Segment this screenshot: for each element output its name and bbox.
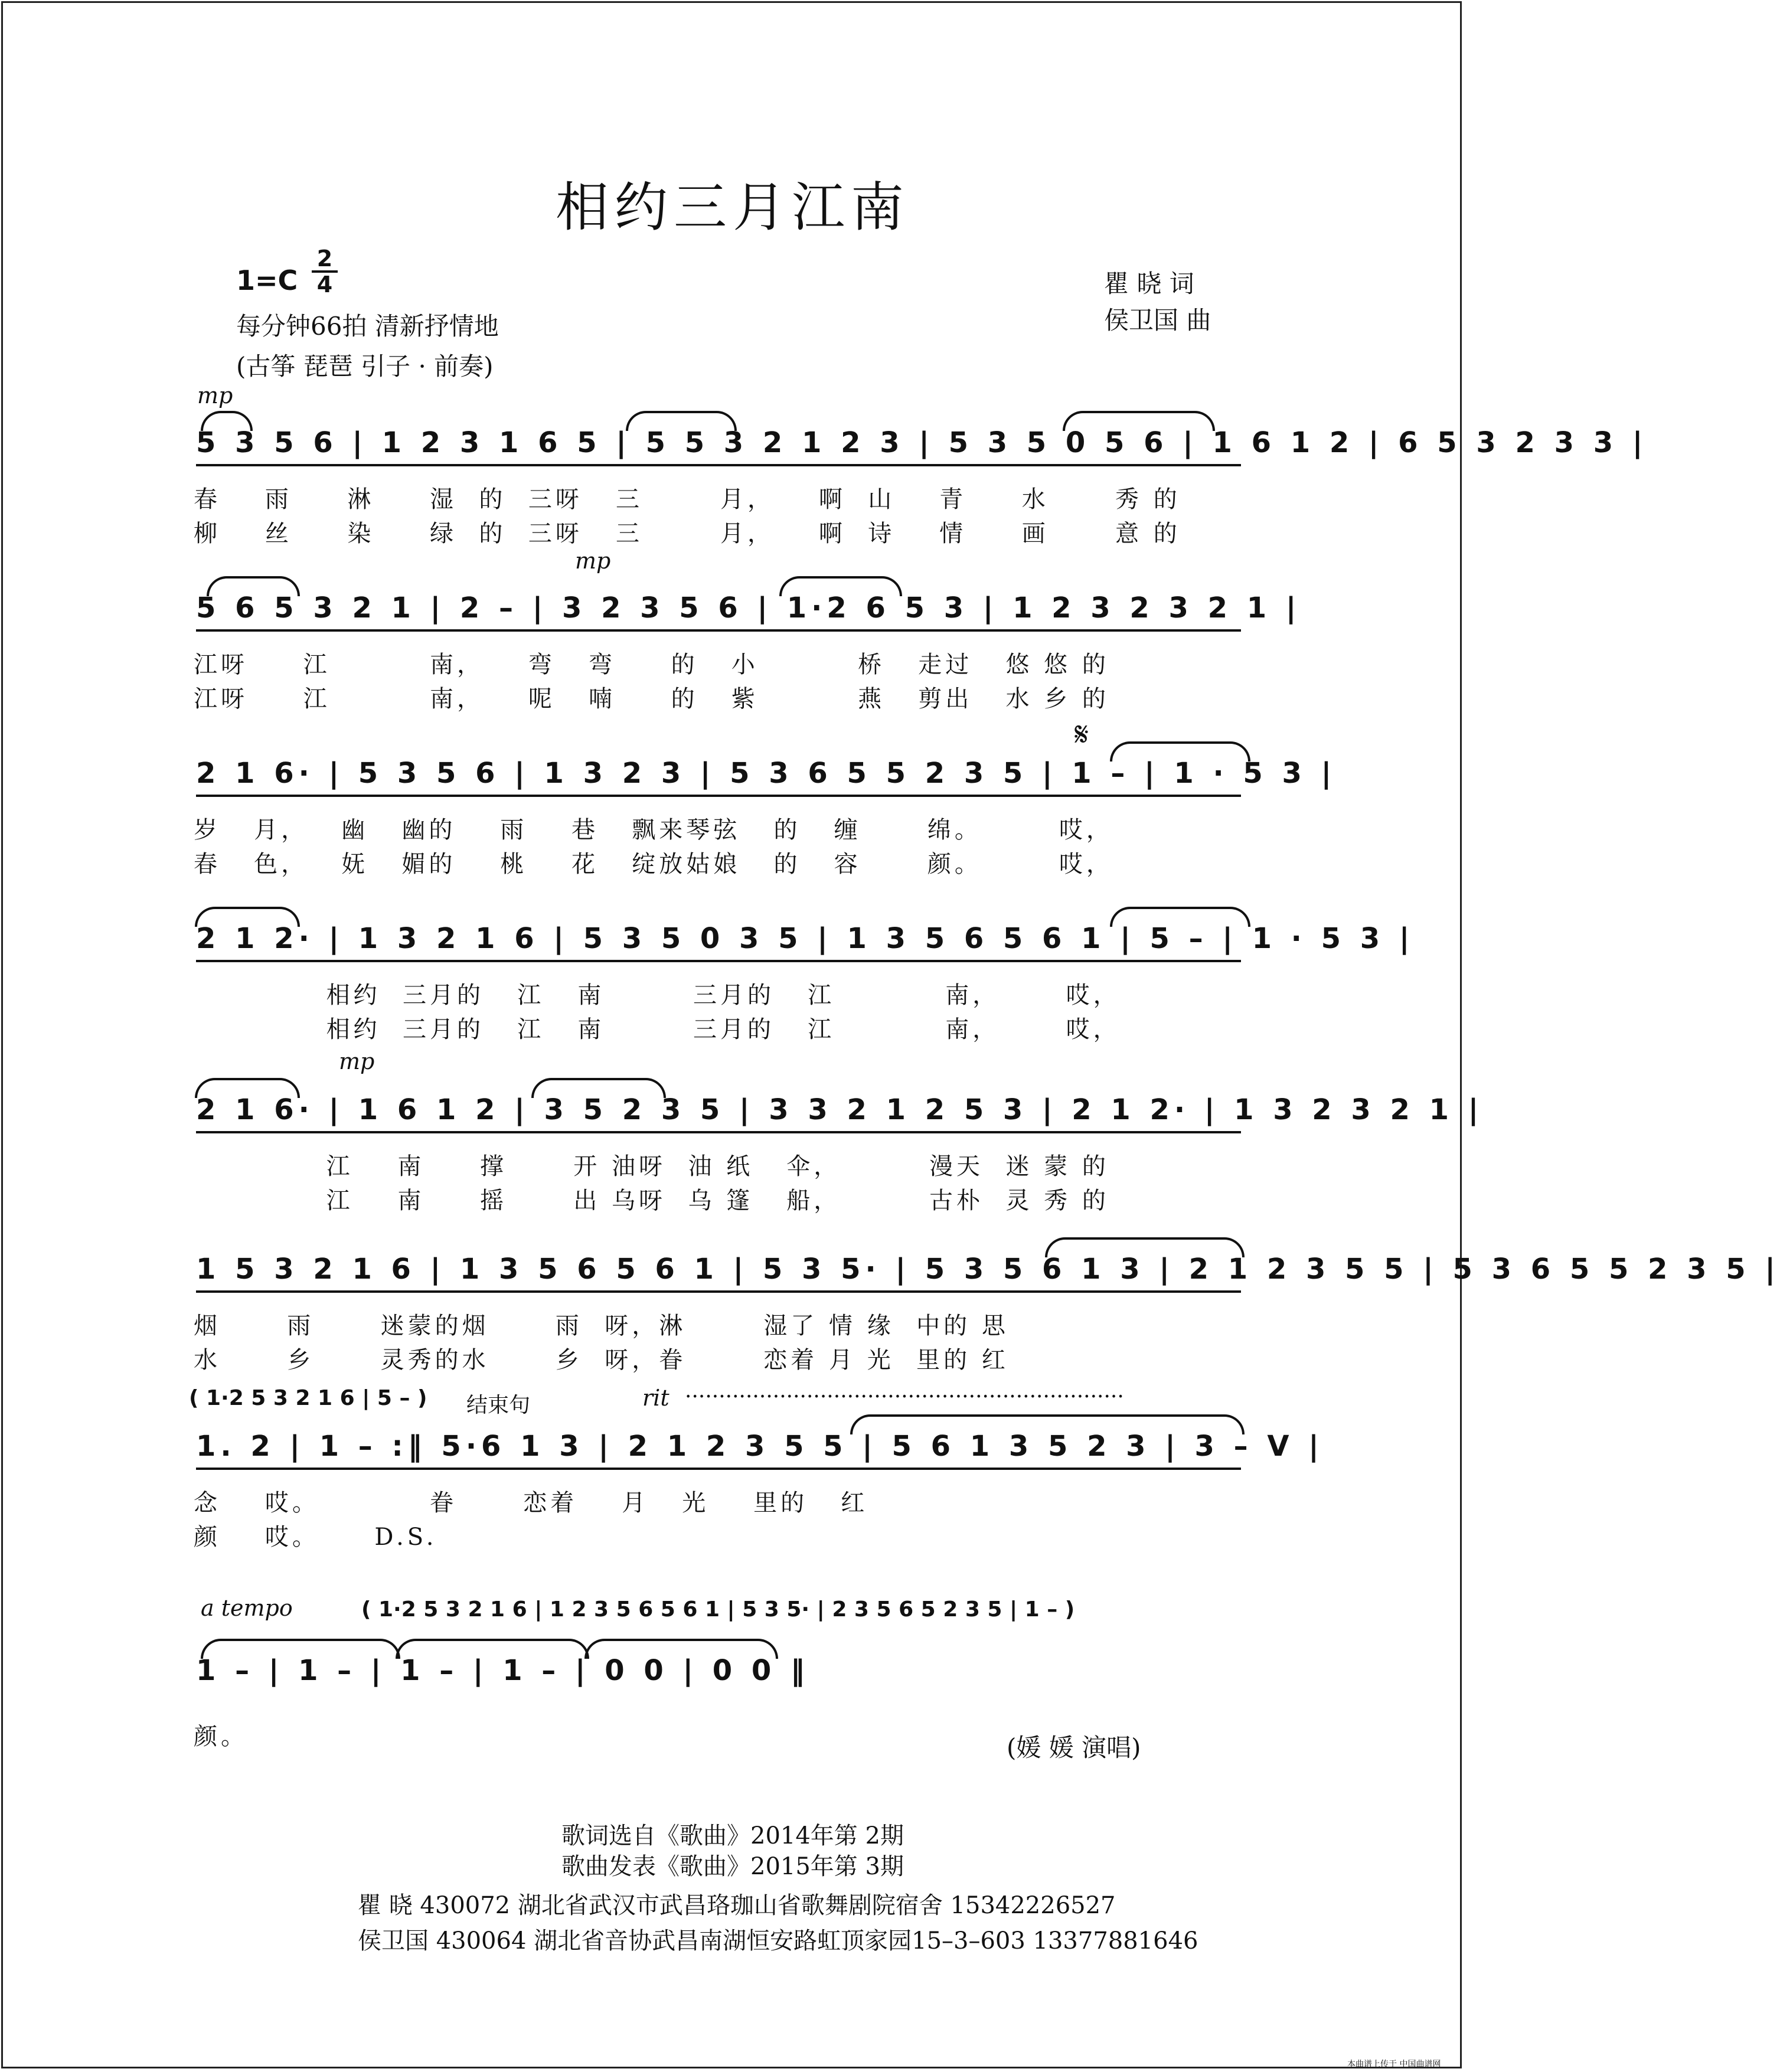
- slur: [1110, 907, 1250, 927]
- beam-line: [196, 464, 1241, 466]
- beam-line: [196, 1468, 1241, 1470]
- segno-sign: 𝄋: [1074, 715, 1089, 754]
- footer-publication: 歌曲发表《歌曲》2015年第 3期: [561, 1853, 904, 1880]
- rit-dotted-line: ·································································: [685, 1385, 1124, 1409]
- a-tempo-marking: a tempo: [201, 1595, 293, 1621]
- slur: [201, 1639, 400, 1659]
- lyricist-credit: 瞿 晓 词: [1104, 269, 1194, 298]
- lyric-verse-1: 春 雨 淋 湿 的 三呀 三 月， 啊 山 青 水 秀 的: [194, 486, 1181, 513]
- music-system-6: [189, 1246, 1780, 1374]
- interlude-row-7: ( 1·2 5 3 2 1 6 | 5 – ): [189, 1386, 427, 1410]
- lyric-verse-2: 春 色， 妩 媚的 桃 花 绽放姑娘 的 容 颜。 哎，: [194, 851, 1113, 878]
- notation-line: 2 1 6· | 5 3 5 6 | 1 3 2 3 | 5 3 6 5 5 2 3 5 | 1 – | 1 · 5 3 |: [196, 757, 1337, 790]
- composer-credit: 侯卫国 曲: [1104, 306, 1211, 335]
- lyric-verse-1: 江 南 撑 开 油呀 油 纸 伞， 漫天 迷 蒙 的: [194, 1153, 1109, 1180]
- slur: [207, 576, 300, 596]
- notation-line: 5 6 5 3 2 1 | 2 – | 3 2 3 5 6 | 1·2 6 5 3 | 1 2 3 2 3 2 1 |: [196, 591, 1301, 625]
- music-system-2: [189, 584, 1301, 713]
- dynamic-mp: mp: [197, 383, 233, 408]
- singer-credit: (媛 媛 演唱): [1007, 1733, 1141, 1762]
- lyric-verse-2: 柳 丝 染 绿 的 三呀 三 月， 啊 诗 情 画 意 的: [194, 520, 1181, 547]
- notation-line: 5 3 5 6 | 1 2 3 1 6 5 | 5 5 3 2 1 2 3 | 5 3 5 0 5 6 | 1 6 1 2 | 6 5 3 2 3 3 |: [196, 426, 1648, 459]
- notation-line: 2 1 6· | 1 6 1 2 | 3 5 2 3 5 | 3 3 2 1 2 5 3 | 2 1 2· | 1 3 2 3 2 1 |: [196, 1093, 1484, 1126]
- lyric-verse-2: 相约 三月的 江 南 三月的 江 南， 哎，: [194, 1016, 1121, 1043]
- intro-note: (古筝 琵琶 引子 · 前奏): [236, 352, 494, 381]
- slur: [531, 1078, 666, 1098]
- beam-line: [196, 1131, 1241, 1133]
- dynamic-mp: mp: [575, 548, 611, 574]
- slur: [195, 907, 300, 927]
- slur: [396, 1639, 589, 1659]
- notation-line: 1 – | 1 – | 1 – | 1 – | 0 0 | 0 0 ‖: [196, 1654, 809, 1687]
- dynamic-mp: mp: [339, 1048, 375, 1074]
- ending-phrase-label: 结束句: [466, 1393, 531, 1417]
- music-system-5: [189, 1086, 1484, 1214]
- notation-line: 2 1 2· | 1 3 2 1 6 | 5 3 5 0 3 5 | 1 3 5 6 5 6 1 | 5 – | 1 · 5 3 |: [196, 922, 1415, 955]
- music-system-3: [189, 750, 1337, 878]
- slur: [850, 1414, 1245, 1434]
- lyric-verse-1: 相约 三月的 江 南 三月的 江 南， 哎，: [194, 982, 1121, 1009]
- lyric-verse-2: 江 南 摇 出 乌呀 乌 篷 船， 古朴 灵 秀 的: [194, 1187, 1109, 1214]
- slur: [584, 1639, 778, 1659]
- song-title: 相约三月江南: [556, 177, 910, 238]
- lyric-final: 颜。: [194, 1723, 248, 1750]
- slur: [1063, 411, 1215, 431]
- notation-line: 1. 2 | 1 – :‖ 5·6 1 3 | 2 1 2 3 5 5 | 5 6 1 3 5 2 3 | 3 – V |: [196, 1430, 1324, 1463]
- music-system-1: [189, 419, 1648, 547]
- contact-composer: 侯卫国 430064 湖北省音协武昌南湖恒安路虹顶家园15–3–603 13377881646: [358, 1927, 1198, 1955]
- watermark-text: 本曲谱上传于 中国曲谱网: [1347, 2060, 1441, 2069]
- slur: [1045, 1237, 1245, 1257]
- beam-line: [196, 629, 1241, 632]
- lyric-verse-1: 烟 雨 迷蒙的烟 雨 呀，淋 湿了 情 缘 中的 思: [194, 1312, 1009, 1339]
- rit-marking: rit: [642, 1385, 669, 1411]
- interlude-row-8: ( 1·2 5 3 2 1 6 | 1 2 3 5 6 5 6 1 | 5 3 5· | 2 3 5 6 5 2 3 5 | 1 – ): [361, 1597, 1075, 1622]
- slur: [195, 1078, 300, 1098]
- lyric-verse-1: 岁 月， 幽 幽的 雨 巷 飘来琴弦 的 缠 绵。 哎，: [194, 816, 1113, 844]
- slur: [1110, 741, 1250, 762]
- music-system-7: [189, 1423, 1324, 1551]
- beam-line: [196, 960, 1241, 962]
- lyric-verse-1: 念 哎。 眷 恋着 月 光 里的 红: [194, 1489, 868, 1517]
- lyric-verse-2: 江呀 江 南， 呢 喃 的 紫 燕 剪出 水 乡 的: [194, 685, 1109, 713]
- beam-line: [196, 1290, 1241, 1293]
- contact-lyricist: 瞿 晓 430072 湖北省武汉市武昌珞珈山省歌舞剧院宿舍 15342226527: [358, 1892, 1116, 1919]
- tempo-marking: 每分钟66拍 清新抒情地: [236, 312, 499, 341]
- key-signature: 1=C: [236, 264, 298, 296]
- notation-line: 1 5 3 2 1 6 | 1 3 5 6 5 6 1 | 5 3 5· | 5 3 5 6 1 3 | 2 1 2 3 5 5 | 5 3 6 5 5 2 3 5 |: [196, 1253, 1780, 1286]
- footer-lyrics-source: 歌词选自《歌曲》2014年第 2期: [561, 1822, 904, 1849]
- music-system-4: [189, 915, 1415, 1043]
- slur: [779, 576, 902, 596]
- time-signature: 2 4: [312, 247, 338, 296]
- lyric-verse-2: 水 乡 灵秀的水 乡 呀，眷 恋着 月 光 里的 红: [194, 1347, 1009, 1374]
- lyric-verse-2: 颜 哎。 D.S.: [194, 1524, 437, 1551]
- slur: [626, 411, 737, 431]
- lyric-verse-1: 江呀 江 南， 弯 弯 的 小 桥 走过 悠 悠 的: [194, 651, 1109, 678]
- beam-line: [196, 795, 1241, 797]
